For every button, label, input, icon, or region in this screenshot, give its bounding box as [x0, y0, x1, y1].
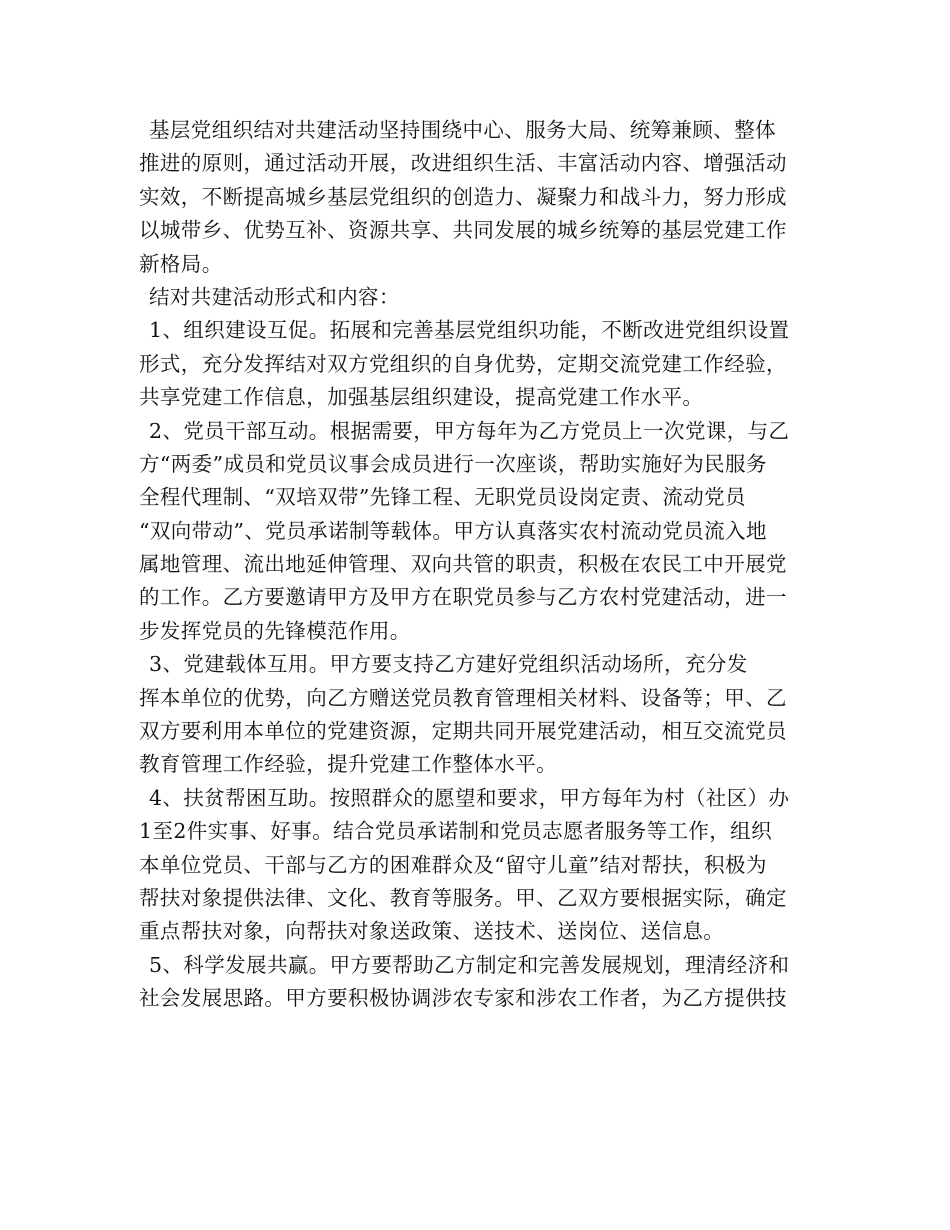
text-line: 形式，充分发挥结对双方党组织的自身优势，定期交流党建工作经验， [139, 351, 787, 376]
text-line: 帮扶对象提供法律、文化、教育等服务。甲、乙双方要根据实际，确定 [139, 885, 787, 910]
text-line: 1、组织建设互促。拓展和完善基层党组织功能，不断改进党组织设置 [149, 318, 790, 343]
text-line: 推进的原则，通过活动开展，改进组织生活、丰富活动内容、增强活动 [139, 151, 787, 176]
text-line: 挥本单位的优势，向乙方赠送党员教育管理相关材料、设备等；甲、乙 [139, 685, 787, 710]
paragraph-item-3 [139, 648, 819, 782]
text-line: 本单位党员、干部与乙方的困难群众及“留守儿童”结对帮扶，积极为 [139, 852, 767, 877]
text-line: 方“两委”成员和党员议事会成员进行一次座谈，帮助实施好为民服务 [139, 451, 767, 476]
paragraph-item-4 [139, 782, 819, 949]
text-line: 5、科学发展共赢。甲方要帮助乙方制定和完善发展规划，理清经济和 [149, 952, 790, 977]
text-line: 重点帮扶对象，向帮扶对象送政策、送技术、送岗位、送信息。 [139, 919, 725, 944]
text-line: 全程代理制、“双培双带”先锋工程、无职党员设岗定责、流动党员 [139, 485, 746, 510]
text-line: “双向带动”、党员承诺制等载体。甲方认真落实农村流动党员流入地 [139, 518, 767, 543]
text-line: 4、扶贫帮困互助。按照群众的愿望和要求，甲方每年为村（社区）办 [149, 785, 790, 810]
paragraph-item-2 [139, 415, 819, 649]
text-line: 教育管理工作经验，提升党建工作整体水平。 [139, 752, 557, 777]
paragraph-item-5 [139, 949, 819, 1016]
text-line: 的工作。乙方要邀请甲方及甲方在职党员参与乙方农村党建活动，进一 [139, 585, 787, 610]
paragraph-heading [139, 281, 819, 314]
section-heading: 结对共建活动形式和内容： [149, 284, 400, 309]
text-line: 共享党建工作信息，加强基层组织建设，提高党建工作水平。 [139, 385, 704, 410]
text-line: 2、党员干部互动。根据需要，甲方每年为乙方党员上一次党课，与乙 [149, 418, 790, 443]
document-body [139, 114, 819, 1016]
text-line: 以城带乡、优势互补、资源共享、共同发展的城乡统筹的基层党建工作 [139, 218, 787, 243]
text-line: 基层党组织结对共建活动坚持围绕中心、服务大局、统筹兼顾、整体 [149, 118, 776, 142]
text-line: 实效，不断提高城乡基层党组织的创造力、凝聚力和战斗力，努力形成 [139, 184, 787, 209]
text-line: 步发挥党员的先锋模范作用。 [139, 618, 411, 643]
text-line: 新格局。 [139, 251, 223, 276]
text-line: 社会发展思路。甲方要积极协调涉农专家和涉农工作者，为乙方提供技 [139, 986, 787, 1011]
paragraph-item-1 [139, 314, 819, 414]
text-line: 属地管理、流出地延伸管理、双向共管的职责，积极在农民工中开展党 [139, 552, 787, 577]
text-line: 1至2件实事、好事。结合党员承诺制和党员志愿者服务等工作，组织 [139, 819, 772, 844]
text-line: 双方要利用本单位的党建资源，定期共同开展党建活动，相互交流党员 [139, 719, 787, 744]
paragraph-intro [139, 114, 819, 281]
text-line: 3、党建载体互用。甲方要支持乙方建好党组织活动场所，充分发 [149, 652, 748, 677]
